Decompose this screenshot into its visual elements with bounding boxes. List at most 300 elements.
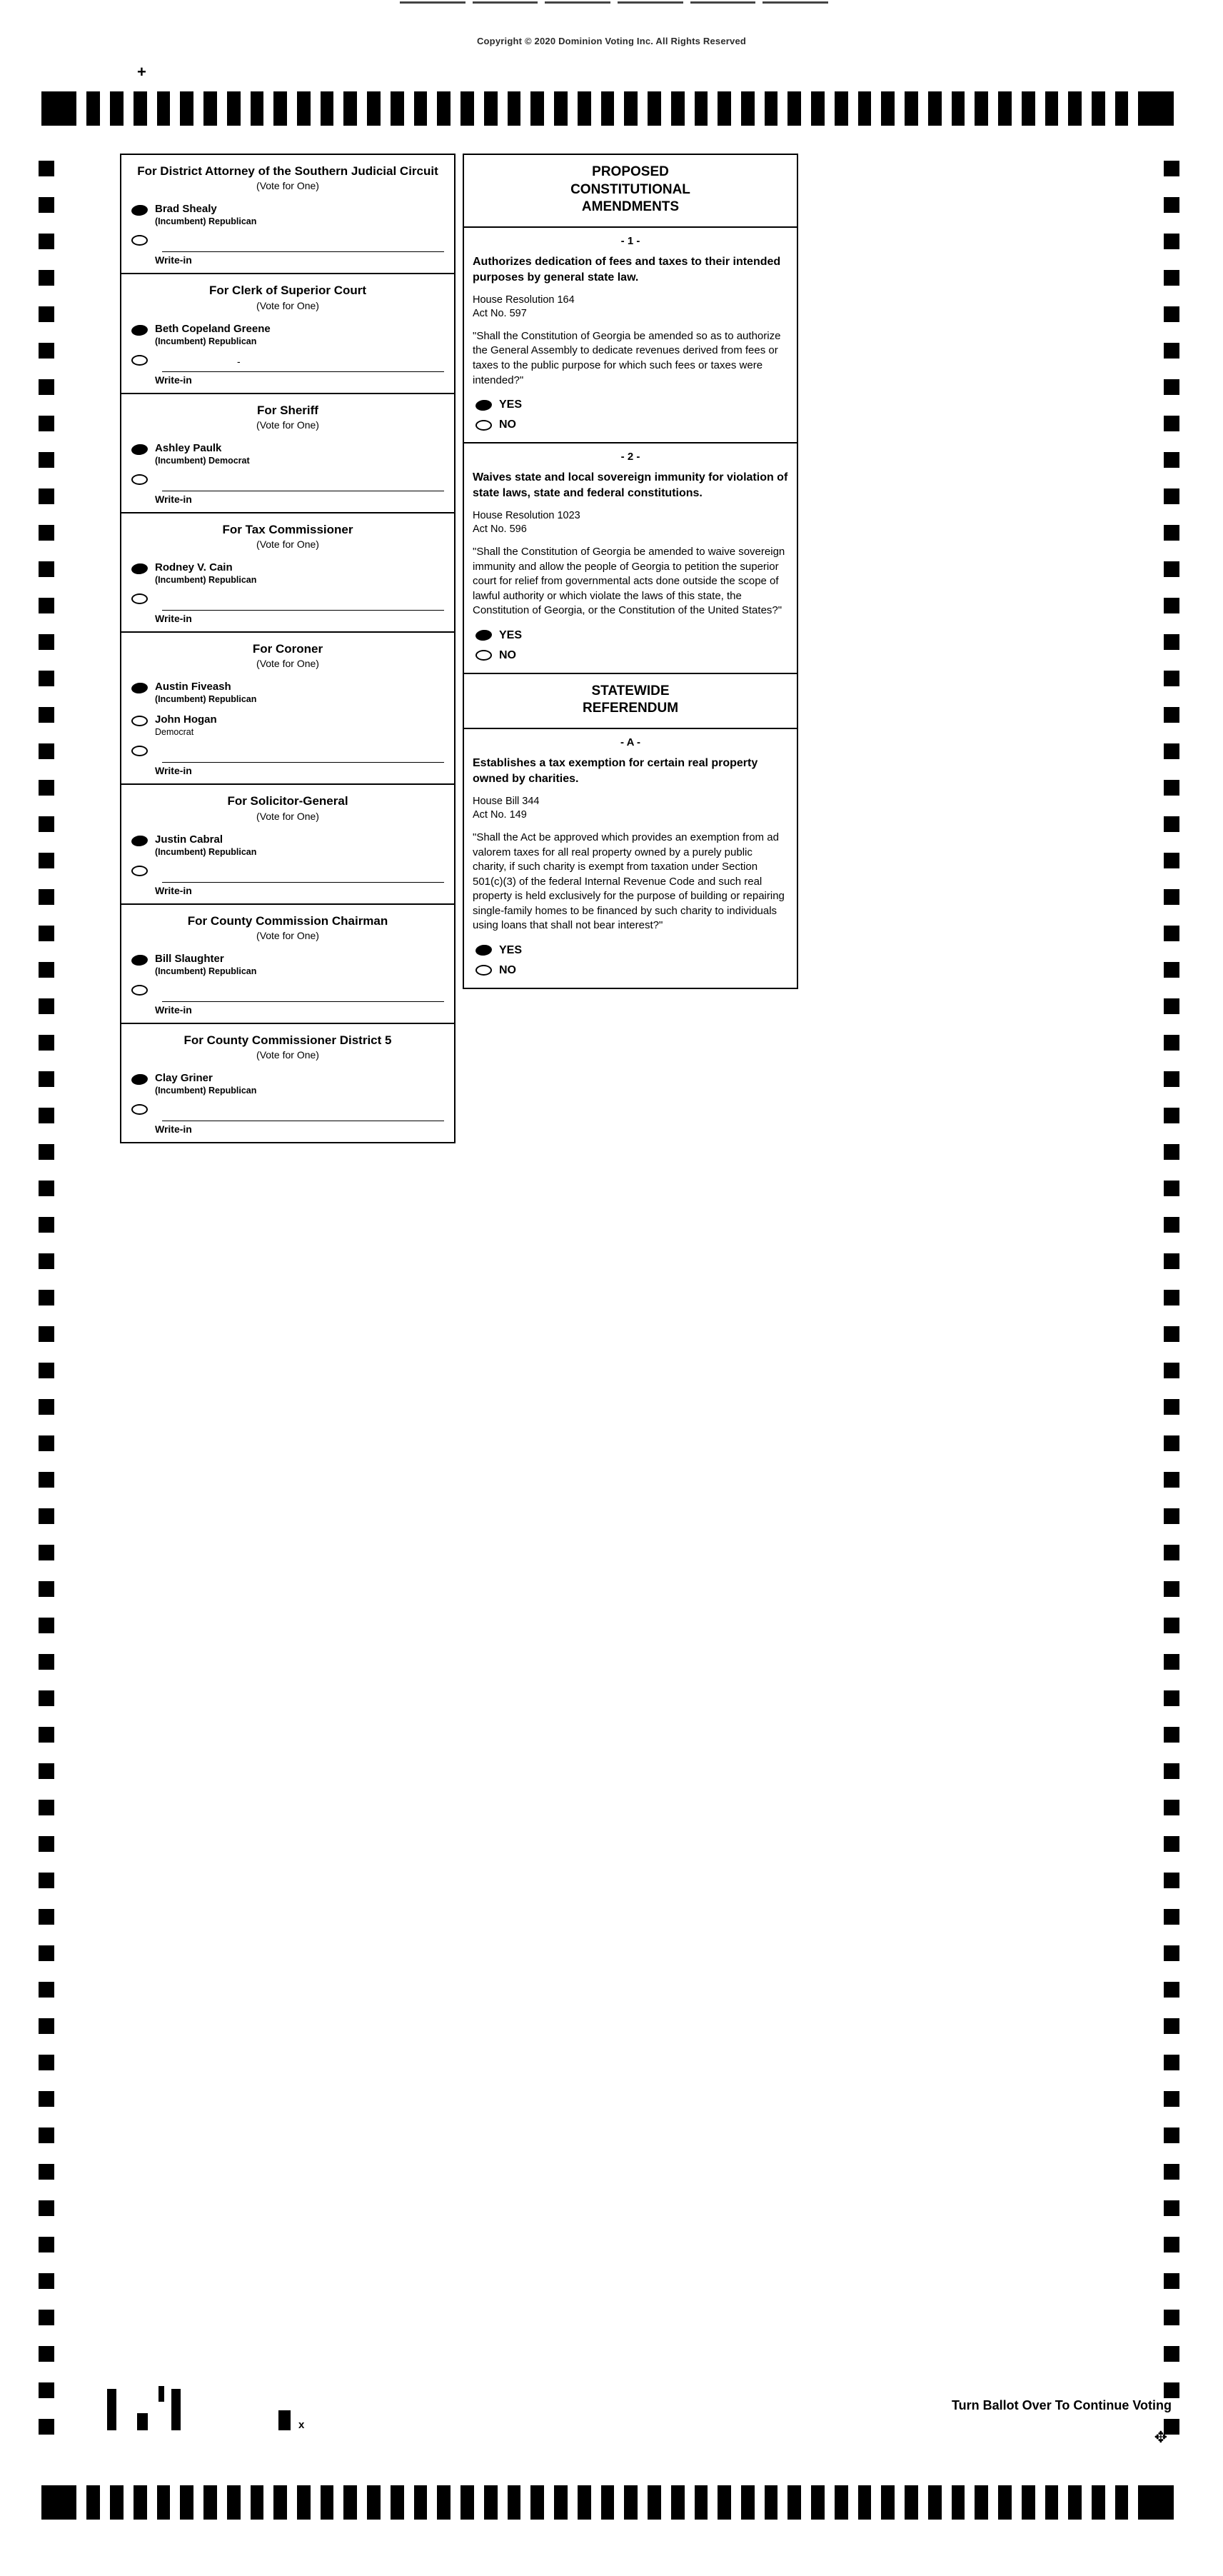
candidate-party: (Incumbent) Republican	[155, 846, 257, 857]
candidate-text	[155, 561, 256, 586]
timing-mark	[251, 91, 264, 126]
timing-mark	[1164, 1253, 1179, 1269]
candidate-text	[155, 323, 271, 347]
candidate-option[interactable]	[121, 948, 454, 981]
timing-mark	[1164, 634, 1179, 650]
write-in-option[interactable]	[121, 351, 454, 391]
timing-mark	[1164, 2091, 1179, 2107]
question-option-label: YES	[499, 943, 523, 956]
timing-mark	[134, 91, 147, 126]
timing-mark	[1164, 561, 1179, 577]
candidate-list	[121, 553, 454, 631]
filled-oval-icon[interactable]	[475, 399, 492, 411]
candidate-text	[155, 713, 217, 738]
candidate-option[interactable]	[121, 199, 454, 231]
timing-mark	[39, 1508, 54, 1524]
timing-mark	[1164, 1945, 1179, 1961]
timing-mark	[1164, 707, 1179, 723]
write-in-label: Write-in	[155, 613, 192, 624]
filled-oval-icon[interactable]	[131, 563, 148, 575]
timing-mark	[1164, 270, 1179, 286]
orientation-arrow-icon: ✥	[1154, 2428, 1167, 2446]
empty-oval-icon[interactable]	[131, 593, 148, 604]
contest-title: For County Commission Chairman	[187, 913, 388, 928]
question-option-label: NO	[499, 648, 516, 661]
timing-mark	[530, 2485, 544, 2520]
write-in-option[interactable]	[121, 231, 454, 271]
timing-mark	[1164, 1217, 1179, 1233]
timing-mark	[367, 2485, 381, 2520]
empty-oval-icon[interactable]	[475, 650, 492, 661]
contest-header	[121, 905, 454, 944]
write-in-label: Write-in	[155, 884, 192, 896]
timing-mark	[1068, 91, 1082, 126]
write-in-option[interactable]	[121, 471, 454, 511]
timing-mark	[321, 91, 334, 126]
question-reference-line: House Resolution 1023	[473, 510, 580, 522]
filled-oval-icon[interactable]	[131, 204, 148, 216]
timing-mark	[1068, 2485, 1082, 2520]
timing-mark	[39, 161, 54, 176]
timing-mark	[39, 1836, 54, 1852]
candidate-option[interactable]	[121, 319, 454, 351]
timing-mark	[952, 2485, 965, 2520]
candidate-text	[155, 953, 256, 977]
timing-mark	[881, 2485, 895, 2520]
question-summary: Authorizes dedication of fees and taxes to their intended purposes by general state law.	[473, 256, 781, 284]
candidate-name: John Hogan	[155, 713, 217, 726]
question-number: - 1 -	[620, 235, 640, 248]
timing-mark	[227, 91, 241, 126]
candidate-option[interactable]	[121, 676, 454, 709]
timing-mark	[39, 926, 54, 941]
timing-mark	[39, 1181, 54, 1196]
timing-mark	[414, 2485, 428, 2520]
write-in-input[interactable]	[162, 1102, 444, 1121]
timing-mark	[695, 91, 708, 126]
timing-mark	[1164, 234, 1179, 249]
bottom-barcode-marks	[107, 2382, 407, 2432]
candidate-option[interactable]	[121, 829, 454, 862]
contest-column	[120, 154, 456, 1143]
timing-mark	[367, 91, 381, 126]
timing-mark	[1164, 1508, 1179, 1524]
timing-mark	[39, 1071, 54, 1087]
timing-mark	[39, 816, 54, 832]
timing-mark	[1164, 889, 1179, 905]
write-in-label: Write-in	[155, 1123, 192, 1135]
timing-mark	[273, 91, 287, 126]
timing-mark	[952, 91, 965, 126]
timing-mark	[39, 743, 54, 759]
timing-mark	[391, 2485, 404, 2520]
timing-mark	[695, 2485, 708, 2520]
timing-mark	[1092, 91, 1105, 126]
timing-mark	[297, 2485, 311, 2520]
timing-mark	[437, 2485, 451, 2520]
timing-mark	[39, 889, 54, 905]
timing-mark	[39, 2055, 54, 2070]
contest-title: For Solicitor-General	[227, 794, 348, 808]
empty-oval-icon[interactable]	[131, 1104, 148, 1115]
timing-mark	[39, 707, 54, 723]
timing-mark	[835, 91, 848, 126]
contest	[121, 394, 454, 513]
empty-oval-icon[interactable]	[475, 420, 492, 431]
timing-mark	[1164, 1545, 1179, 1560]
timing-mark	[39, 2091, 54, 2107]
top-dashed-rule	[400, 1, 828, 9]
timing-mark	[1164, 1909, 1179, 1925]
timing-mark	[718, 2485, 731, 2520]
timing-mark	[86, 91, 100, 126]
question-option[interactable]	[473, 941, 788, 961]
timing-mark	[39, 1982, 54, 1998]
timing-mark	[1164, 2273, 1179, 2289]
timing-mark	[881, 91, 895, 126]
question-option-label: YES	[499, 628, 523, 641]
timing-mark	[1164, 1873, 1179, 1888]
timing-mark	[1164, 525, 1179, 541]
timing-mark	[1164, 2164, 1179, 2180]
empty-oval-icon[interactable]	[131, 985, 148, 996]
timing-mark	[554, 91, 568, 126]
timing-mark	[1164, 743, 1179, 759]
question-options	[473, 626, 788, 667]
timing-mark	[1164, 452, 1179, 468]
empty-oval-icon[interactable]	[131, 355, 148, 366]
candidate-party: (Incumbent) Republican	[155, 575, 257, 585]
contest-header	[121, 274, 454, 314]
timing-mark	[321, 2485, 334, 2520]
timing-mark	[1164, 1035, 1179, 1051]
timing-mark	[1164, 1108, 1179, 1123]
question-text: "Shall the Constitution of Georgia be amended to waive sovereign immunity and allow the people of Georgia to petition the superior court for relief from governmental acts done outside the scope of lawful authority or which violate the laws of this state, the Constitution of Georgia, or the Constitution of the United States?"	[473, 546, 785, 617]
timing-mark	[1164, 671, 1179, 686]
timing-marks-top	[41, 91, 1184, 126]
timing-mark	[554, 2485, 568, 2520]
filled-oval-icon[interactable]	[131, 443, 148, 456]
timing-mark	[39, 962, 54, 978]
candidate-text	[155, 833, 256, 858]
timing-mark	[905, 91, 918, 126]
candidate-name: Justin Cabral	[155, 833, 223, 846]
timing-mark	[39, 780, 54, 796]
filled-oval-icon[interactable]	[475, 629, 492, 641]
timing-mark	[1164, 1800, 1179, 1815]
timing-mark	[39, 2164, 54, 2180]
contest-title: For County Commissioner District 5	[183, 1033, 392, 1047]
question-option[interactable]	[473, 646, 788, 666]
timing-mark	[928, 91, 942, 126]
timing-mark	[437, 91, 451, 126]
question-reference-line: House Bill 344	[473, 796, 540, 808]
timing-mark	[1164, 379, 1179, 395]
write-in-input[interactable]	[162, 591, 444, 611]
timing-mark	[134, 2485, 147, 2520]
timing-mark	[601, 91, 615, 126]
question-number: - A -	[620, 736, 641, 749]
candidate-option[interactable]	[121, 438, 454, 471]
write-in-row[interactable]	[131, 863, 444, 883]
candidate-option[interactable]	[121, 1068, 454, 1101]
timing-mark	[1164, 2018, 1179, 2034]
timing-mark	[1164, 161, 1179, 176]
candidate-name: Clay Griner	[155, 1072, 213, 1084]
candidate-text	[155, 442, 250, 466]
timing-mark	[39, 853, 54, 868]
candidate-list	[121, 944, 454, 1023]
timing-mark	[811, 2485, 825, 2520]
timing-mark	[835, 2485, 848, 2520]
timing-marks-left	[39, 161, 57, 2446]
candidate-list	[121, 672, 454, 783]
candidate-party: (Incumbent) Democrat	[155, 455, 250, 466]
timing-mark	[1138, 91, 1173, 126]
candidate-party: (Incumbent) Republican	[155, 216, 257, 227]
timing-mark	[273, 2485, 287, 2520]
timing-mark	[39, 1253, 54, 1269]
timing-mark	[787, 2485, 801, 2520]
filled-oval-icon[interactable]	[131, 324, 148, 336]
question-option[interactable]	[473, 961, 788, 981]
timing-mark	[39, 2018, 54, 2034]
write-in-input[interactable]	[162, 233, 444, 252]
question-number: - 2 -	[620, 451, 640, 463]
timing-mark	[39, 1945, 54, 1961]
timing-mark	[39, 234, 54, 249]
contest-header	[121, 633, 454, 672]
timing-mark	[391, 91, 404, 126]
write-in-option[interactable]	[121, 981, 454, 1021]
question-option[interactable]	[473, 415, 788, 435]
timing-mark	[1164, 2382, 1179, 2398]
timing-mark	[39, 1581, 54, 1597]
candidate-text	[155, 681, 256, 705]
write-in-option[interactable]	[121, 1101, 454, 1141]
timing-mark	[39, 2237, 54, 2252]
timing-mark	[343, 2485, 357, 2520]
empty-oval-icon[interactable]	[475, 965, 492, 976]
timing-mark	[741, 91, 755, 126]
timing-mark	[1164, 1618, 1179, 1633]
write-in-row[interactable]	[131, 1102, 444, 1121]
timing-mark	[39, 525, 54, 541]
timing-mark	[508, 2485, 521, 2520]
ballot-question	[464, 228, 797, 443]
contest-header	[121, 155, 454, 194]
timing-mark	[39, 598, 54, 613]
write-in-label: Write-in	[155, 374, 192, 386]
contest	[121, 155, 454, 274]
contest-title: For Clerk of Superior Court	[208, 284, 367, 298]
timing-mark	[39, 1290, 54, 1305]
question-column	[463, 154, 798, 989]
vote-instruction: (Vote for One)	[256, 929, 319, 941]
timing-mark	[1164, 2310, 1179, 2325]
candidate-name: Beth Copeland Greene	[155, 322, 271, 335]
timing-mark	[1164, 1727, 1179, 1743]
timing-mark	[1164, 1181, 1179, 1196]
candidate-name: Ashley Paulk	[155, 441, 222, 454]
ballot-question	[464, 729, 797, 988]
timing-mark	[414, 91, 428, 126]
timing-mark	[1164, 2128, 1179, 2143]
filled-oval-icon[interactable]	[131, 682, 148, 694]
write-in-input[interactable]	[162, 472, 444, 491]
question-reference-line: Act No. 596	[473, 523, 527, 536]
timing-mark	[180, 2485, 193, 2520]
timing-mark	[39, 1144, 54, 1160]
question-option[interactable]	[473, 626, 788, 646]
contest-header	[121, 513, 454, 553]
timing-mark	[765, 2485, 778, 2520]
timing-mark	[1164, 2346, 1179, 2362]
contest	[121, 905, 454, 1024]
question-reference	[473, 795, 788, 822]
filled-oval-icon[interactable]	[475, 944, 492, 956]
contest	[121, 1024, 454, 1142]
contest	[121, 785, 454, 904]
candidate-list	[121, 1063, 454, 1142]
timing-mark	[811, 91, 825, 126]
timing-mark	[343, 91, 357, 126]
question-text: "Shall the Constitution of Georgia be amended so as to authorize the General Assembly to dedicate revenues derived from fees or taxes to the public purpose for which such fees or taxes were intended?"	[473, 329, 781, 386]
timing-mark	[39, 488, 54, 504]
question-summary: Establishes a tax exemption for certain real property owned by charities.	[473, 757, 758, 785]
write-in-label: Write-in	[155, 254, 192, 266]
contest-title: For Sheriff	[257, 403, 318, 417]
timing-mark	[39, 2419, 54, 2435]
timing-mark	[1164, 1326, 1179, 1342]
timing-mark	[39, 634, 54, 650]
timing-mark	[787, 91, 801, 126]
write-in-option[interactable]	[121, 742, 454, 782]
write-in-row[interactable]	[131, 472, 444, 491]
question-option-label: NO	[499, 963, 516, 976]
timing-mark	[180, 91, 193, 126]
x-mark: x	[298, 2419, 305, 2431]
timing-mark	[1164, 998, 1179, 1014]
timing-mark	[39, 2273, 54, 2289]
timing-mark	[1164, 1363, 1179, 1378]
write-in-label: Write-in	[155, 493, 192, 505]
write-in-row[interactable]	[131, 353, 444, 372]
timing-mark	[718, 91, 731, 126]
candidate-option[interactable]	[121, 709, 454, 742]
timing-mark	[648, 2485, 661, 2520]
timing-mark	[998, 2485, 1012, 2520]
timing-mark	[297, 91, 311, 126]
timing-mark	[39, 1399, 54, 1415]
timing-mark	[39, 671, 54, 686]
copyright-notice: Copyright © 2020 Dominion Voting Inc. All Rights Reserved	[476, 36, 747, 46]
timing-mark	[671, 2485, 685, 2520]
write-in-row[interactable]	[131, 983, 444, 1002]
timing-mark	[578, 91, 591, 126]
timing-mark	[1164, 598, 1179, 613]
timing-mark	[39, 1472, 54, 1488]
timing-mark	[39, 270, 54, 286]
timing-mark	[624, 91, 638, 126]
timing-mark	[975, 2485, 988, 2520]
timing-mark	[251, 2485, 264, 2520]
timing-mark	[110, 91, 124, 126]
section-header-line: PROPOSED	[592, 164, 669, 179]
timing-mark	[648, 91, 661, 126]
candidate-party: (Incumbent) Republican	[155, 694, 257, 705]
timing-mark	[1164, 1290, 1179, 1305]
question-option-label: NO	[499, 419, 516, 431]
timing-mark	[39, 1873, 54, 1888]
timing-mark	[39, 306, 54, 322]
write-in-row[interactable]	[131, 233, 444, 252]
empty-oval-icon[interactable]	[131, 235, 148, 246]
timing-mark	[460, 91, 474, 126]
timing-mark	[1164, 1435, 1179, 1451]
page-header	[0, 0, 1223, 50]
timing-mark	[39, 1763, 54, 1779]
turn-ballot-over-notice: Turn Ballot Over To Continue Voting	[952, 2398, 1172, 2412]
timing-mark	[1164, 1690, 1179, 1706]
timing-mark	[1115, 91, 1129, 126]
question-text: "Shall the Act be approved which provides an exemption from ad valorem taxes for all real property owned by a purely public charity, if such charity is exempt from taxation under Section 501(c)(3) of the federal Internal Revenue Code and such real property is held exclusively for the purpose of building or repairing single-family homes to be financed by such charity to individuals using loans that shall not bear interest?"	[473, 831, 785, 932]
write-in-input[interactable]	[162, 983, 444, 1002]
timing-mark	[39, 1217, 54, 1233]
contest-title: For Tax Commissioner	[222, 522, 353, 536]
question-option[interactable]	[473, 395, 788, 415]
write-in-row[interactable]	[131, 591, 444, 611]
candidate-option[interactable]	[121, 557, 454, 590]
timing-mark	[39, 1618, 54, 1633]
timing-mark	[39, 1545, 54, 1560]
registration-plus-mark: +	[137, 63, 146, 81]
filled-oval-icon[interactable]	[131, 834, 148, 846]
timing-mark	[39, 998, 54, 1014]
timing-marks-right	[1164, 161, 1182, 2446]
write-in-option[interactable]	[121, 862, 454, 902]
timing-mark	[530, 91, 544, 126]
empty-oval-icon[interactable]	[131, 716, 148, 726]
timing-mark	[928, 2485, 942, 2520]
timing-mark	[1138, 2485, 1173, 2520]
timing-mark	[1045, 91, 1059, 126]
empty-oval-icon[interactable]	[131, 474, 148, 485]
question-reference-line: House Resolution 164	[473, 294, 575, 306]
write-in-row[interactable]	[131, 743, 444, 763]
timing-mark	[1164, 2200, 1179, 2216]
empty-oval-icon[interactable]	[131, 746, 148, 756]
write-in-input[interactable]	[162, 743, 444, 763]
question-reference-line: Act No. 597	[473, 308, 527, 320]
vote-instruction: (Vote for One)	[256, 1049, 319, 1061]
contest-header	[121, 394, 454, 433]
timing-mark	[1164, 343, 1179, 359]
filled-oval-icon[interactable]	[131, 1073, 148, 1086]
candidate-name: Austin Fiveash	[155, 681, 231, 693]
filled-oval-icon[interactable]	[131, 954, 148, 966]
timing-mark	[460, 2485, 474, 2520]
timing-mark	[1164, 1836, 1179, 1852]
timing-mark	[157, 91, 171, 126]
timing-marks-bottom	[41, 2485, 1184, 2520]
write-in-input[interactable]	[162, 353, 444, 372]
empty-oval-icon[interactable]	[131, 866, 148, 876]
write-in-option[interactable]	[121, 590, 454, 630]
write-in-input[interactable]	[162, 863, 444, 883]
write-in-label: Write-in	[155, 1003, 192, 1016]
timing-mark	[624, 2485, 638, 2520]
